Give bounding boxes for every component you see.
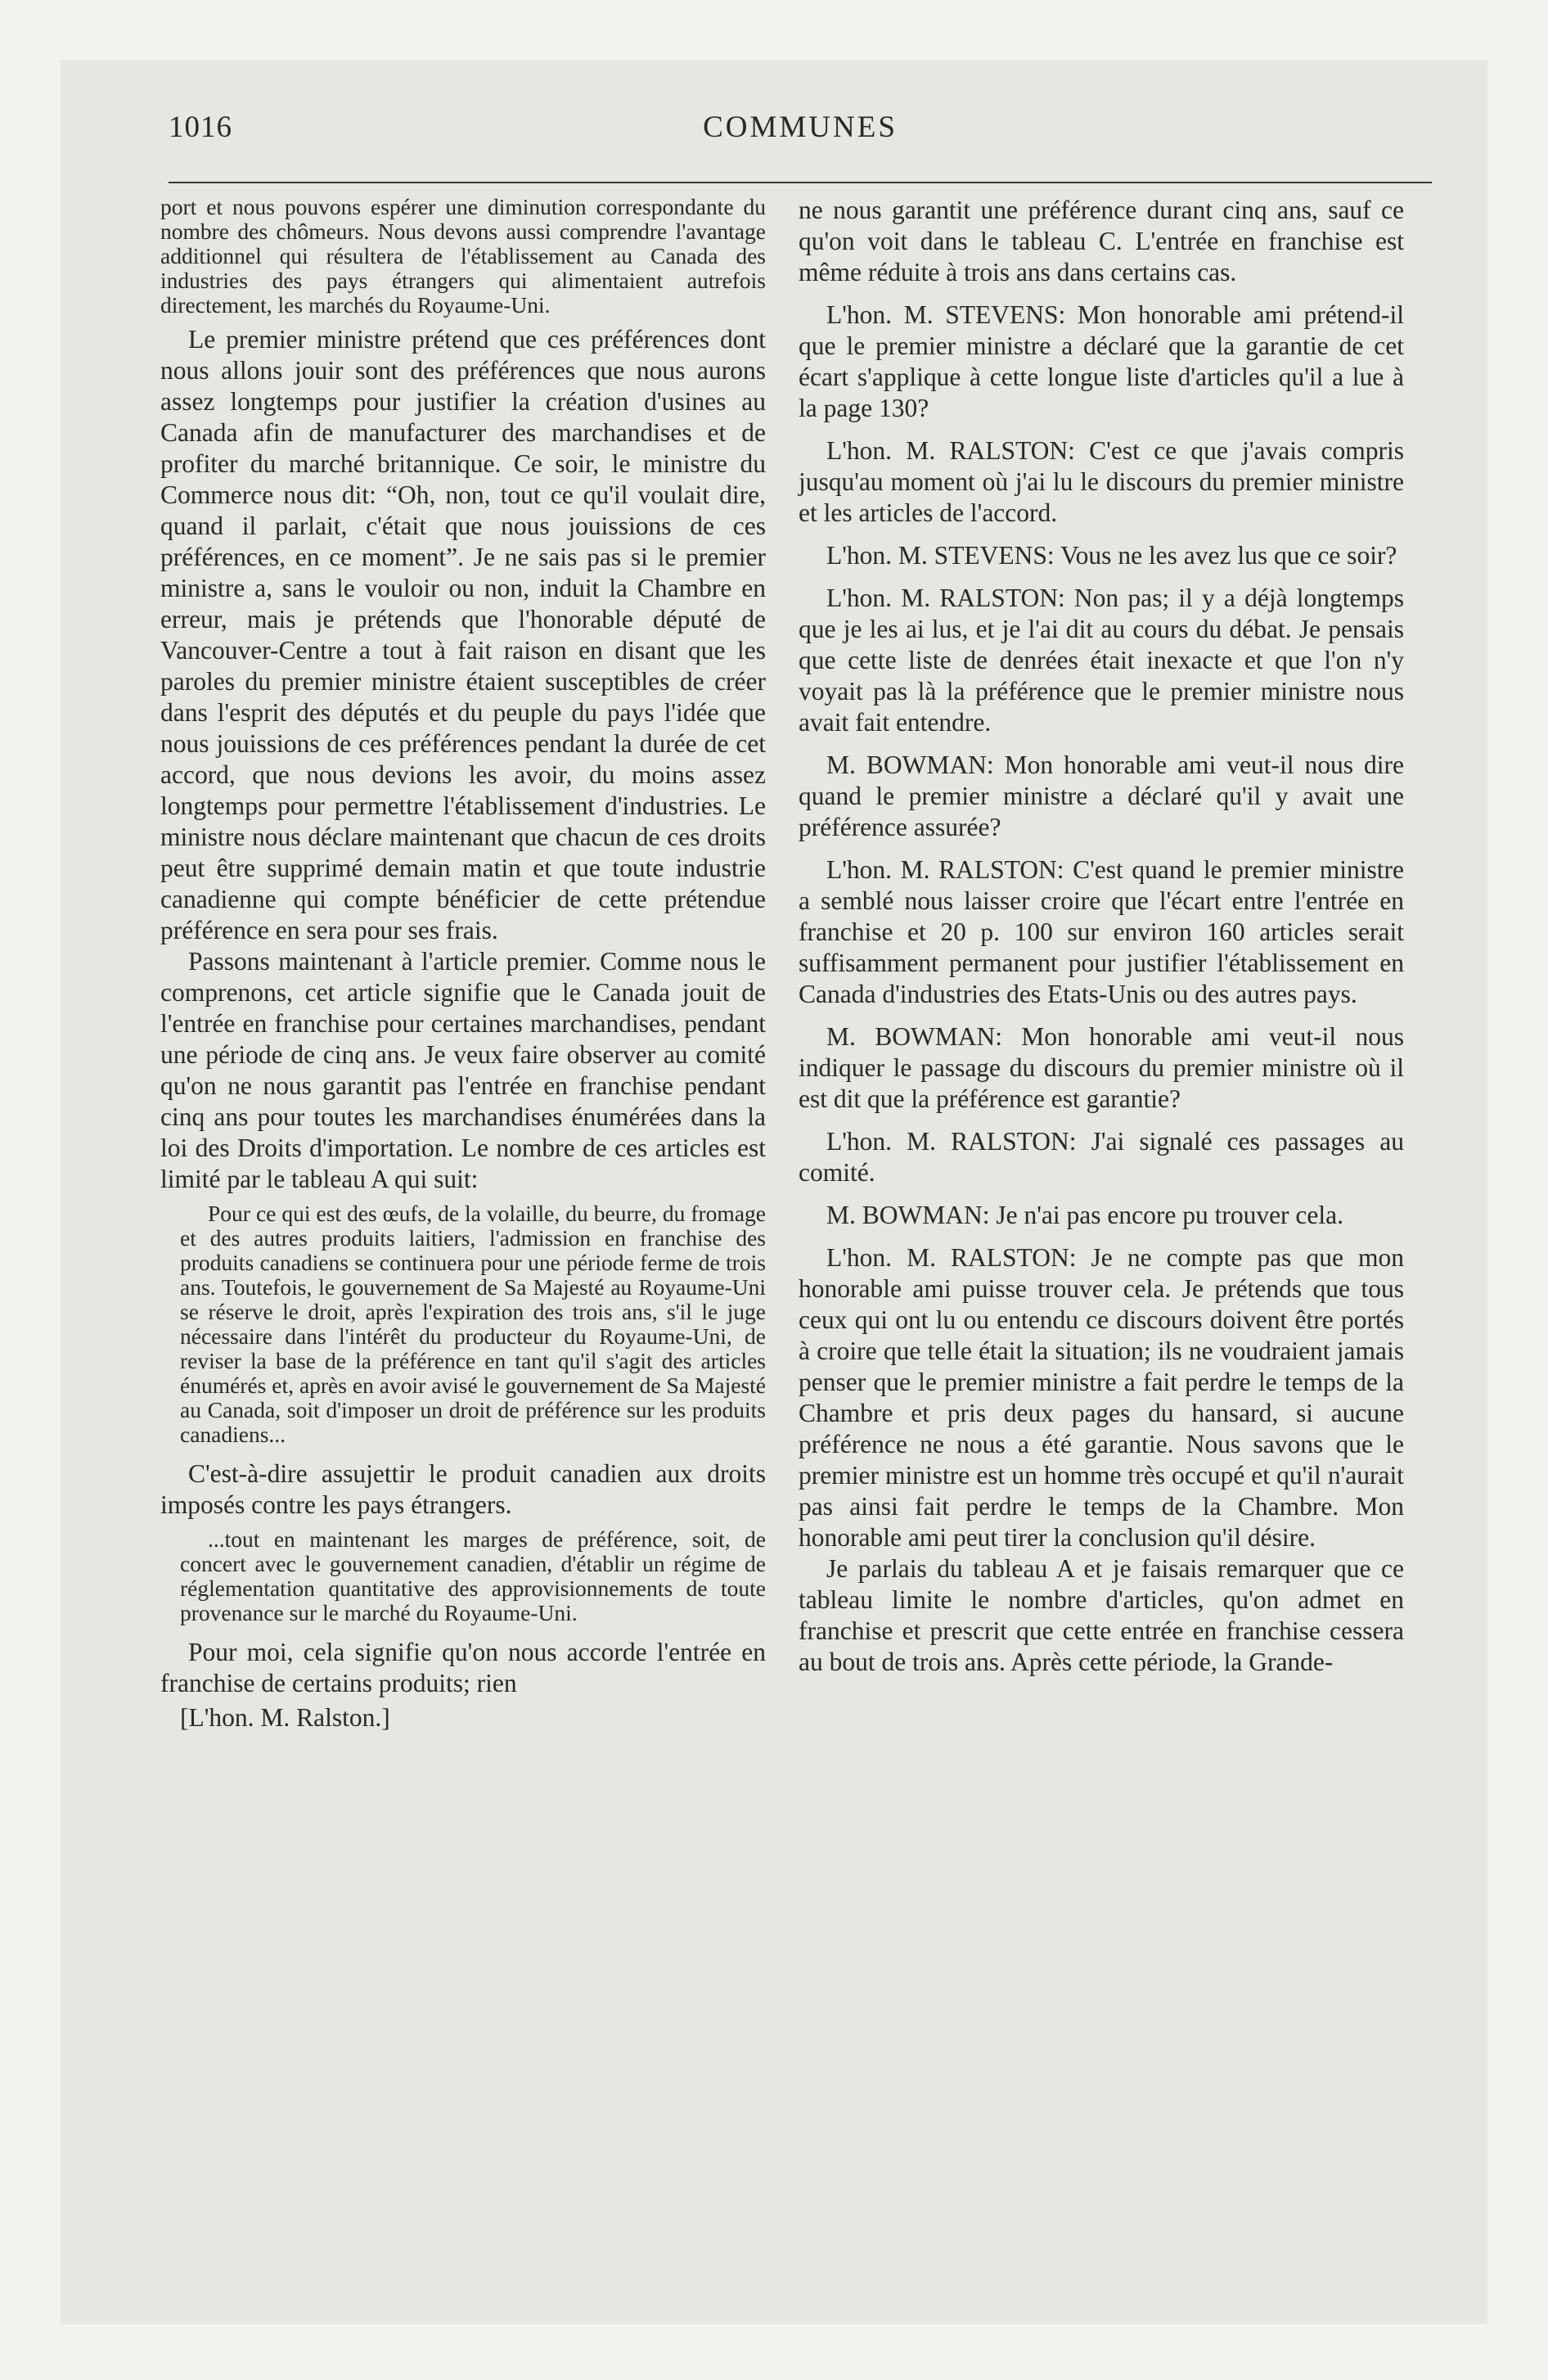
page-number: 1016 (169, 110, 232, 144)
paragraph: ne nous garantit une préférence durant cinq ans, sauf ce qu'on voit dans le tableau C. L'entrée en franchise est même réduite à trois ans dans certains cas. (799, 196, 1404, 286)
paragraph: port et nous pouvons espérer une diminution correspondante du nombre des chômeurs. Nous devons aussi comprendre l'avantage additionnel qui résultera de l'établissement au Canada des industries des pays étrangers qui alimentaient autrefois directement, les marchés du Royaume-Uni. (160, 194, 766, 318)
speech-ralston: L'hon. M. RALSTON: Non pas; il y a déjà longtemps que je les ai lus, et je l'ai dit au cours du débat. Je pensais que cette liste de denrées était inexacte et que l'on n'y voyait pas là la préférence que le premier ministre nous avait fait entendre. (799, 584, 1404, 737)
speech-bowman: M. BOWMAN: Mon honorable ami veut-il nous dire quand le premier ministre a déclaré qu'il y avait une préférence assurée? (799, 751, 1404, 841)
paragraph: C'est-à-dire assujettir le produit canadien aux droits imposés contre les pays étrangers. (160, 1459, 766, 1519)
speech-bowman: M. BOWMAN: Mon honorable ami veut-il nous indiquer le passage du discours du premier ministre où il est dit que la préférence est garantie? (799, 1022, 1404, 1113)
paragraph: Passons maintenant à l'article premier. Comme nous le comprenons, cet article signifie que le Canada jouit de l'entrée en franchise pour certaines marchandises, pendant une période de cinq ans. Je veux faire observer au comité qu'on ne nous garantit pas l'entrée en franchise pendant cinq ans pour toutes les marchandises énumérées dans la loi des Droits d'importation. Le nombre de ces articles est limité par le tableau A qui suit: (160, 947, 766, 1193)
paragraph: Pour moi, cela signifie qu'on nous accorde l'entrée en franchise de certains produits; rien (160, 1638, 766, 1697)
speech-stevens: L'hon. M. STEVENS: Mon honorable ami prétend-il que le premier ministre a déclaré que la garantie de cet écart s'applique à cette longue liste d'articles qu'il a lue à la page 130? (799, 300, 1404, 422)
speech-stevens: L'hon. M. STEVENS: Vous ne les avez lus que ce soir? (826, 541, 1397, 570)
paragraph: Le premier ministre prétend que ces préférences dont nous allons jouir sont des préférences que nous aurons assez longtemps pour justifier la création d'usines au Canada afin de manufacturer des marchandises et de profiter du marché britannique. Ce soir, le ministre du Commerce nous dit: “Oh, non, tout ce qu'il voulait dire, quand il parlait, c'était que nous jouissions de ces préférences, en ce moment”. Je ne sais pas si le premier ministre a, sans le vouloir ou non, induit la Chambre en erreur, mais je prétends que l'honorable député de Vancouver-Centre a tout à fait raison en disant que les paroles du premier ministre étaient susceptibles de créer dans l'esprit des députés et du peuple du pays l'idée que nous jouissions de ces préférences pendant la durée de cet accord, que nous devions les avoir, du moins assez longtemps pour permettre l'établissement d'industries. Le ministre nous déclare maintenant que chacun de ces droits peut être supprimé demain matin et que toute industrie canadienne qui compte bénéficier de cette prétendue préférence en sera pour ses frais. (160, 325, 766, 944)
speech-ralston: L'hon. M. RALSTON: Je ne compte pas que mon honorable ami puisse trouver cela. Je prétends que tous ceux qui ont lu ou entendu ce discours doivent être portés à croire que telle était la situation; ils ne voudraient jamais penser que le premier ministre a fait perdre le temps de la Chambre et pris deux pages du hansard, si aucune préférence ne nous a été garantie. Nous savons que le premier ministre est un homme très occupé et qu'il n'aurait pas ainsi fait perdre le temps de la Chambre. Mon honorable ami peut tirer la conclusion qu'il désire. (799, 1243, 1404, 1552)
left-column (160, 195, 766, 1733)
speaker-attribution: [L'hon. M. Ralston.] (180, 1703, 390, 1732)
block-quote: Pour ce qui est des œufs, de la volaille, du beurre, du fromage et des autres produits laitiers, l'admission en franchise des produits canadiens se continuera pour une période ferme de trois ans. Toutefois, le gouvernement de Sa Majesté au Royaume-Uni se réserve le droit, après l'expiration des trois ans, s'il le juge nécessaire dans l'intérêt du producteur du Royaume-Uni, de reviser la base de la préférence en tant qu'il s'agit des articles énumérés et, après en avoir avisé le gouvernement de Sa Majesté au Canada, soit d'imposer un droit de préférence sur les produits canadiens... (180, 1201, 766, 1447)
speech-ralston: L'hon. M. RALSTON: C'est quand le premier ministre a semblé nous laisser croire que l'écart entre l'entrée en franchise et 20 p. 100 sur environ 160 articles serait suffisamment permanent pour justifier l'établissement en Canada d'industries des Etats-Unis ou des autres pays. (799, 855, 1404, 1008)
running-title: COMMUNES (703, 110, 898, 144)
paragraph: Je parlais du tableau A et je faisais remarquer que ce tableau limite le nombre d'articles, qu'on admet en franchise et prescrit que cette entrée en franchise cessera au bout de trois ans. Après cette période, la Grande- (799, 1554, 1404, 1676)
block-quote: ...tout en maintenant les marges de préférence, soit, de concert avec le gouvernement canadien, d'établir un régime de réglementation quantitative des approvisionnements de toute provenance sur le marché du Royaume-Uni. (180, 1526, 766, 1625)
speech-ralston: L'hon. M. RALSTON: J'ai signalé ces passages au comité. (799, 1127, 1404, 1187)
page-header (169, 110, 1432, 156)
speech-bowman: M. BOWMAN: Je n'ai pas encore pu trouver cela. (826, 1201, 1343, 1229)
speech-ralston: L'hon. M. RALSTON: C'est ce que j'avais compris jusqu'au moment où j'ai lu le discours du premier ministre et les articles de l'accord. (799, 436, 1404, 527)
right-column (799, 195, 1404, 1678)
header-rule (169, 182, 1432, 183)
